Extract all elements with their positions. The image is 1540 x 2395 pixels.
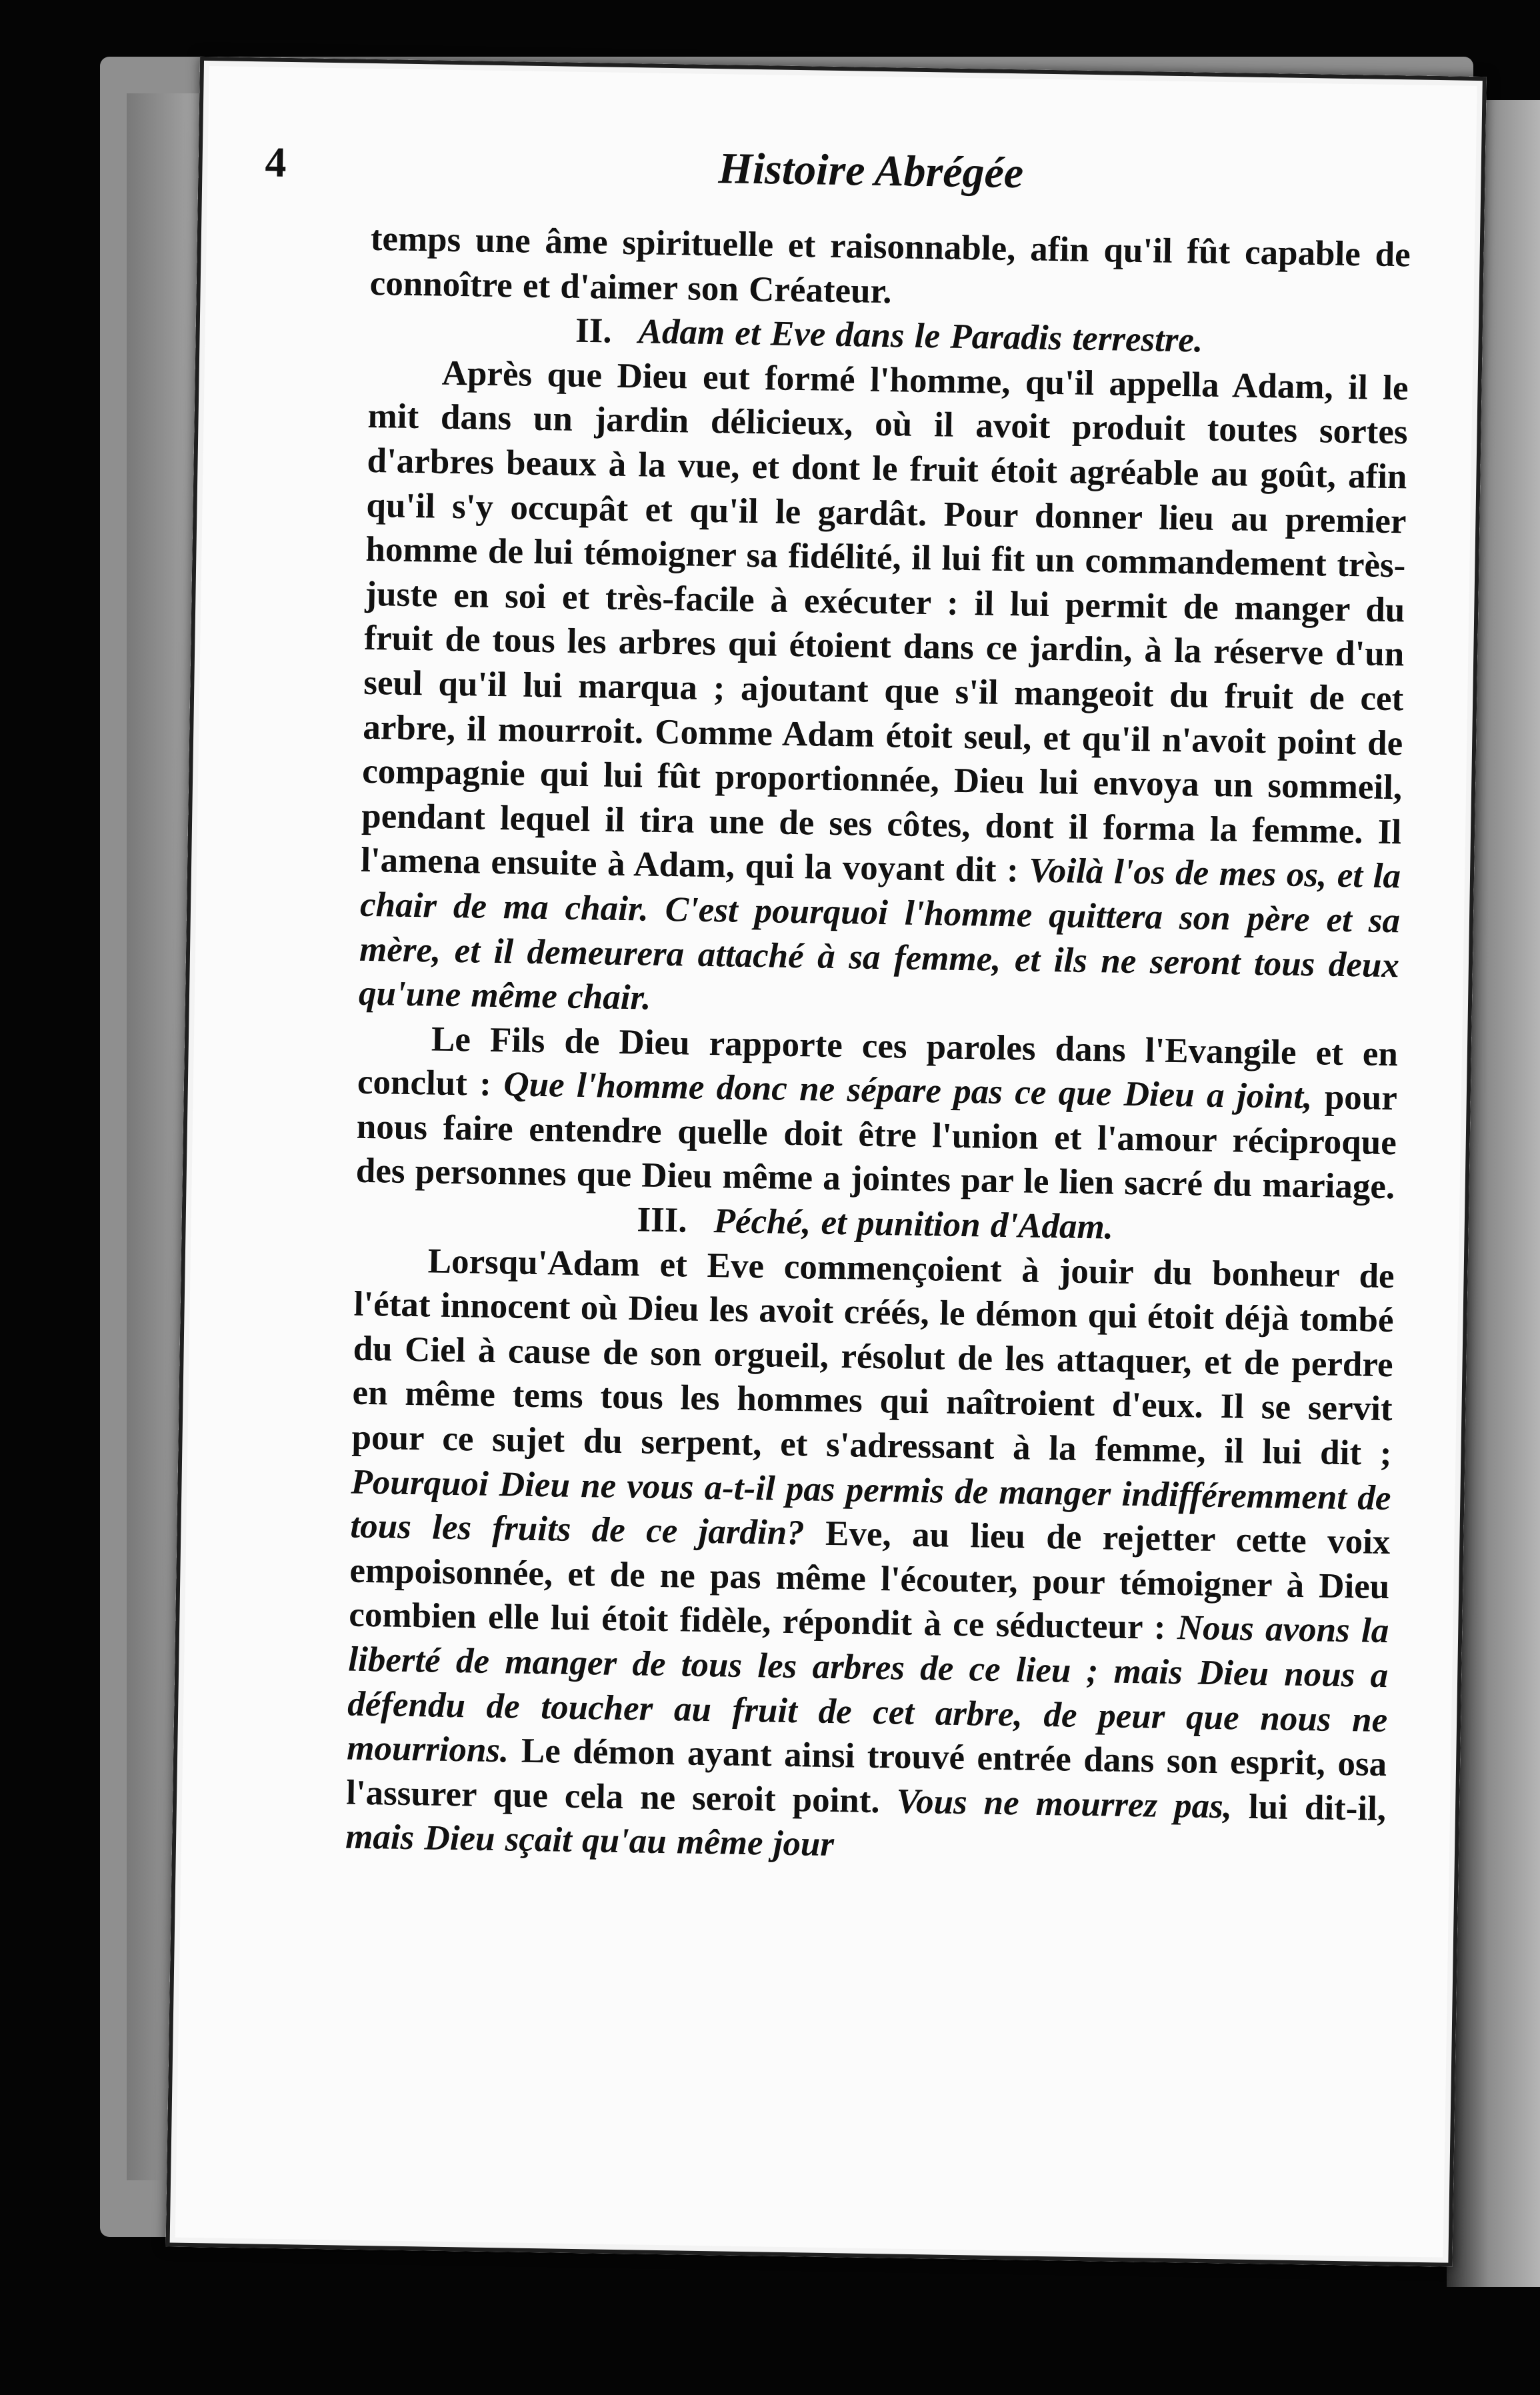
section-title: Adam et Eve dans le Paradis terrestre. (638, 312, 1203, 360)
paragraph (355, 1015, 1398, 1210)
printed-page (166, 57, 1487, 2267)
section-number: II. (575, 311, 613, 351)
paragraph-text: Après que Dieu eut formé l'homme, qu'il appella Adam, il le mit dans un jardin délicieux, où il avoit produit toutes sortes d'arbres beaux à la vue, et dont le fruit étoit agréable au goût, afin qu'il s'y occupât et qu'il le gardât. Pour donner lieu au premier homme de lui témoigner sa fidélité, il lui fit un commandement très-juste en soi et très-facile à exécuter : il lui permit de manger du fruit de tous les arbres qui étoient dans ce jardin, à la réserve d'un seul qu'il lui marqua ; ajoutant que s'il mangeoit du fruit de cet arbre, il mourroit. Comme Adam étoit seul, et qu'il n'avoit point de compagnie qui lui fût proportionnée, Dieu lui envoya un sommeil, pendant lequel il tira une de ses côtes, dont il forma la femme. Il l'amena ensuite à Adam, qui la voyant dit : (360, 353, 1409, 890)
paragraph-text: Le Fils de Dieu rapporte ces paroles dans l'Evangile et en conclut : (357, 1019, 1399, 1104)
paragraph (359, 350, 1409, 1032)
quotation: Que l'homme donc ne sépare pas ce que Dieu a joint, (503, 1065, 1313, 1117)
quotation: Nous avons la liberté de manger de tous les arbres de ce lieu ; mais Dieu nous a défendu de toucher au fruit de cet arbre, de peur que nous ne mourrions. (346, 1608, 1389, 1770)
paragraph: temps une âme spirituelle et raisonnable, afin qu'il fût capable de connoître et d'aimer son Créateur. (369, 219, 1411, 311)
paragraph (345, 1238, 1395, 1876)
paragraph-text: Eve, au lieu de rejetter cette voix empoisonnée, et de ne pas même l'écouter, pour témoigner à Dieu combien elle lui étoit fidèle, répondit à ce séducteur : (348, 1514, 1391, 1648)
quotation: mais Dieu sçait qu'au même jour (345, 1817, 835, 1864)
paragraph-text: Lorsqu'Adam et Eve commençoient à jouir du bonheur de l'état innocent où Dieu les avoit créés, le démon qui étoit déjà tombé du Ciel à cause de son orgueil, résolut de les attaquer, et de perdre en même tems tous les hommes qui naîtroient d'eux. Il se servit pour ce sujet du serpent, et s'adressant à la femme, il lui dit ; (351, 1242, 1395, 1474)
section-title: Péché, et punition d'Adam. (713, 1202, 1114, 1247)
page-content (265, 138, 1412, 1876)
running-title: Histoire Abrégée (718, 144, 1024, 198)
quotation: Voilà l'os de mes os, et la chair de ma chair. C'est pourquoi l'homme quittera son père et sa mère, et il demeurera attaché à sa femme, et ils ne seront tous deux qu'une même chair. (358, 851, 1401, 1017)
text-block (345, 217, 1411, 1876)
quotation: Vous ne mourrez pas, (896, 1782, 1233, 1826)
page-header (265, 138, 1412, 229)
paragraph-text: Le démon ayant ainsi trouvé entrée dans son esprit, osa l'assurer que cela ne seroit point. (345, 1731, 1387, 1820)
quotation: Pourquoi Dieu ne vous a-t-il pas permis de manger indifféremment de tous les fruits de ce jardin? (350, 1462, 1391, 1553)
section-number: III. (637, 1200, 688, 1240)
page-number: 4 (265, 138, 287, 186)
paragraph-text: pour nous faire entendre quelle doit être l'union et l'amour réciproque des personnes que Dieu même a jointes par le lien sacré du mariage. (355, 1077, 1398, 1207)
paragraph-text: lui dit-il, (1248, 1787, 1387, 1828)
